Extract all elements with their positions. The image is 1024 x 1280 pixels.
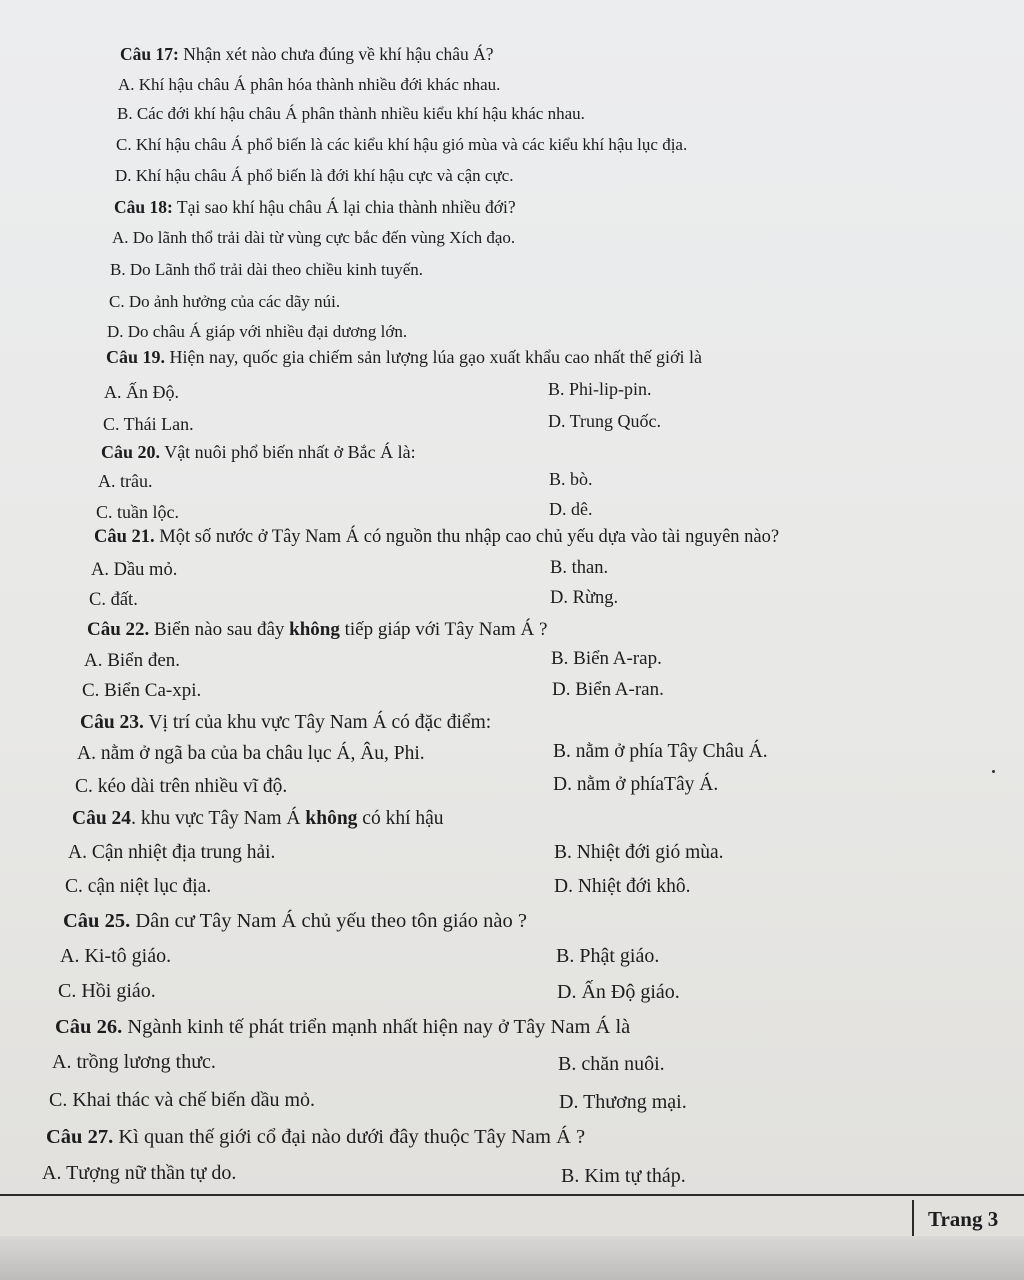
q20-option-a: A. trâu. [98,471,153,491]
question-24-negation: không [305,808,358,829]
question-21-text: Một số nước ở Tây Nam Á có nguồn thu nhập cao chủ yếu dựa vào tài nguyên nào? [154,527,780,547]
bleed-through-text [660,30,1020,1210]
question-24-text-2: có khí hậu [357,808,444,829]
q27-option-a: A. Tượng nữ thần tự do. [42,1162,237,1184]
question-23 [80,712,491,734]
question-27 [46,1126,585,1149]
question-21 [94,527,779,548]
q19-option-d: D. Trung Quốc. [548,411,662,431]
q19-option-b: B. Phi-lip-pin. [548,379,652,399]
q23-option-c: C. kéo dài trên nhiều vĩ độ. [75,776,288,797]
q20-option-d: D. dê. [549,499,593,519]
question-26-text: Ngành kinh tế phát triển mạnh nhất hiện nay ở Tây Nam Á là [122,1016,631,1038]
q24-option-a: A. Cận nhiệt địa trung hải. [68,842,276,863]
question-27-text: Kì quan thế giới cổ đại nào dưới đây thuộc Tây Nam Á ? [113,1126,586,1148]
question-26 [55,1016,630,1039]
speck-mark [992,770,995,773]
q21-option-c: C. đất. [89,590,138,610]
page-number: Trang 3 [928,1207,999,1231]
q23-option-a: A. nằm ở ngã ba của ba châu lục Á, Âu, Phi. [77,743,425,764]
q18-option-c: C. Do ảnh hưởng của các dãy núi. [109,292,341,311]
question-23-text: Vị trí của khu vực Tây Nam Á có đặc điểm: [143,712,492,733]
question-17 [120,44,494,65]
q21-option-a: A. Dầu mỏ. [91,560,178,580]
question-22-text-2: tiếp giáp với Tây Nam Á ? [339,619,548,640]
q26-option-a: A. trồng lương thưc. [52,1051,216,1073]
question-27-number: Câu 27. [46,1126,114,1148]
q21-option-d: D. Rừng. [550,588,619,608]
question-19 [106,347,702,368]
q18-option-d: D. Do châu Á giáp với nhiều đại dương lớn. [107,322,408,341]
question-19-text: Hiện nay, quốc gia chiếm sản lượng lúa gạo xuất khẩu cao nhất thế giới là [165,347,702,367]
q17-option-d: D. Khí hậu châu Á phổ biến là đới khí hậu cực và cận cực. [115,166,514,185]
q22-option-d: D. Biển A-ran. [552,679,664,700]
q26-option-b: B. chăn nuôi. [558,1053,665,1075]
question-18-number: Câu 18: [114,197,173,217]
q20-option-b: B. bò. [549,469,593,489]
question-18-text: Tại sao khí hậu châu Á lại chia thành nhiều đới? [172,197,516,217]
question-24-text-1: . khu vực Tây Nam Á [131,808,306,829]
question-22 [87,619,547,641]
q22-option-a: A. Biển đen. [84,650,181,671]
question-24 [72,808,444,830]
question-25 [63,910,527,933]
q25-option-a: A. Ki-tô giáo. [60,945,172,967]
q22-option-c: C. Biển Ca-xpi. [82,680,202,701]
q25-option-c: C. Hồi giáo. [58,980,156,1002]
q18-option-b: B. Do Lãnh thổ trải dài theo chiều kinh tuyến. [110,260,424,279]
q23-option-d: D. nằm ở phíaTây Á. [553,774,719,795]
q24-option-c: C. cận niệt lục địa. [65,876,212,897]
q26-option-c: C. Khai thác và chế biến dầu mỏ. [49,1089,316,1111]
q17-option-a: A. Khí hậu châu Á phân hóa thành nhiều đới khác nhau. [118,75,501,94]
question-17-number: Câu 17: [120,44,179,64]
q20-option-c: C. tuần lộc. [96,502,179,522]
q27-option-b: B. Kim tự tháp. [561,1165,686,1187]
q18-option-a: A. Do lãnh thổ trải dài từ vùng cực bắc đến vùng Xích đạo. [112,228,516,247]
question-26-number: Câu 26. [55,1016,123,1038]
q21-option-b: B. than. [550,558,609,578]
question-19-number: Câu 19. [106,347,166,367]
question-18 [114,197,516,218]
footer-divider [912,1200,914,1238]
question-25-number: Câu 25. [63,910,131,932]
q26-option-d: D. Thương mại. [559,1091,687,1113]
q24-option-b: B. Nhiệt đới gió mùa. [554,842,724,863]
question-25-text: Dân cư Tây Nam Á chủ yếu theo tôn giáo nào ? [130,910,527,932]
question-21-number: Câu 21. [94,527,155,547]
q25-option-d: D. Ấn Độ giáo. [557,981,680,1003]
question-20-number: Câu 20. [101,442,161,462]
q24-option-d: D. Nhiệt đới khô. [554,876,691,897]
question-17-text: Nhận xét nào chưa đúng về khí hậu châu Á? [178,44,494,64]
q19-option-c: C. Thái Lan. [103,414,194,434]
q19-option-a: A. Ấn Độ. [104,382,179,402]
question-20-text: Vật nuôi phổ biến nhất ở Bắc Á là: [160,442,416,462]
page-edge-shadow [0,1236,1024,1280]
question-24-number: Câu 24 [72,808,132,829]
question-22-text-1: Biển nào sau đây [149,619,290,640]
q25-option-b: B. Phật giáo. [556,945,660,967]
question-22-number: Câu 22. [87,619,150,640]
question-23-number: Câu 23. [80,712,144,733]
question-22-negation: không [289,619,340,640]
footer-rule [0,1194,1024,1196]
q17-option-c: C. Khí hậu châu Á phổ biến là các kiểu khí hậu gió mùa và các kiểu khí hậu lục địa. [116,135,688,154]
q23-option-b: B. nằm ở phía Tây Châu Á. [553,741,768,762]
q22-option-b: B. Biển A-rap. [551,648,662,669]
question-20 [101,442,416,463]
q17-option-b: B. Các đới khí hậu châu Á phân thành nhiều kiểu khí hậu khác nhau. [117,104,585,123]
